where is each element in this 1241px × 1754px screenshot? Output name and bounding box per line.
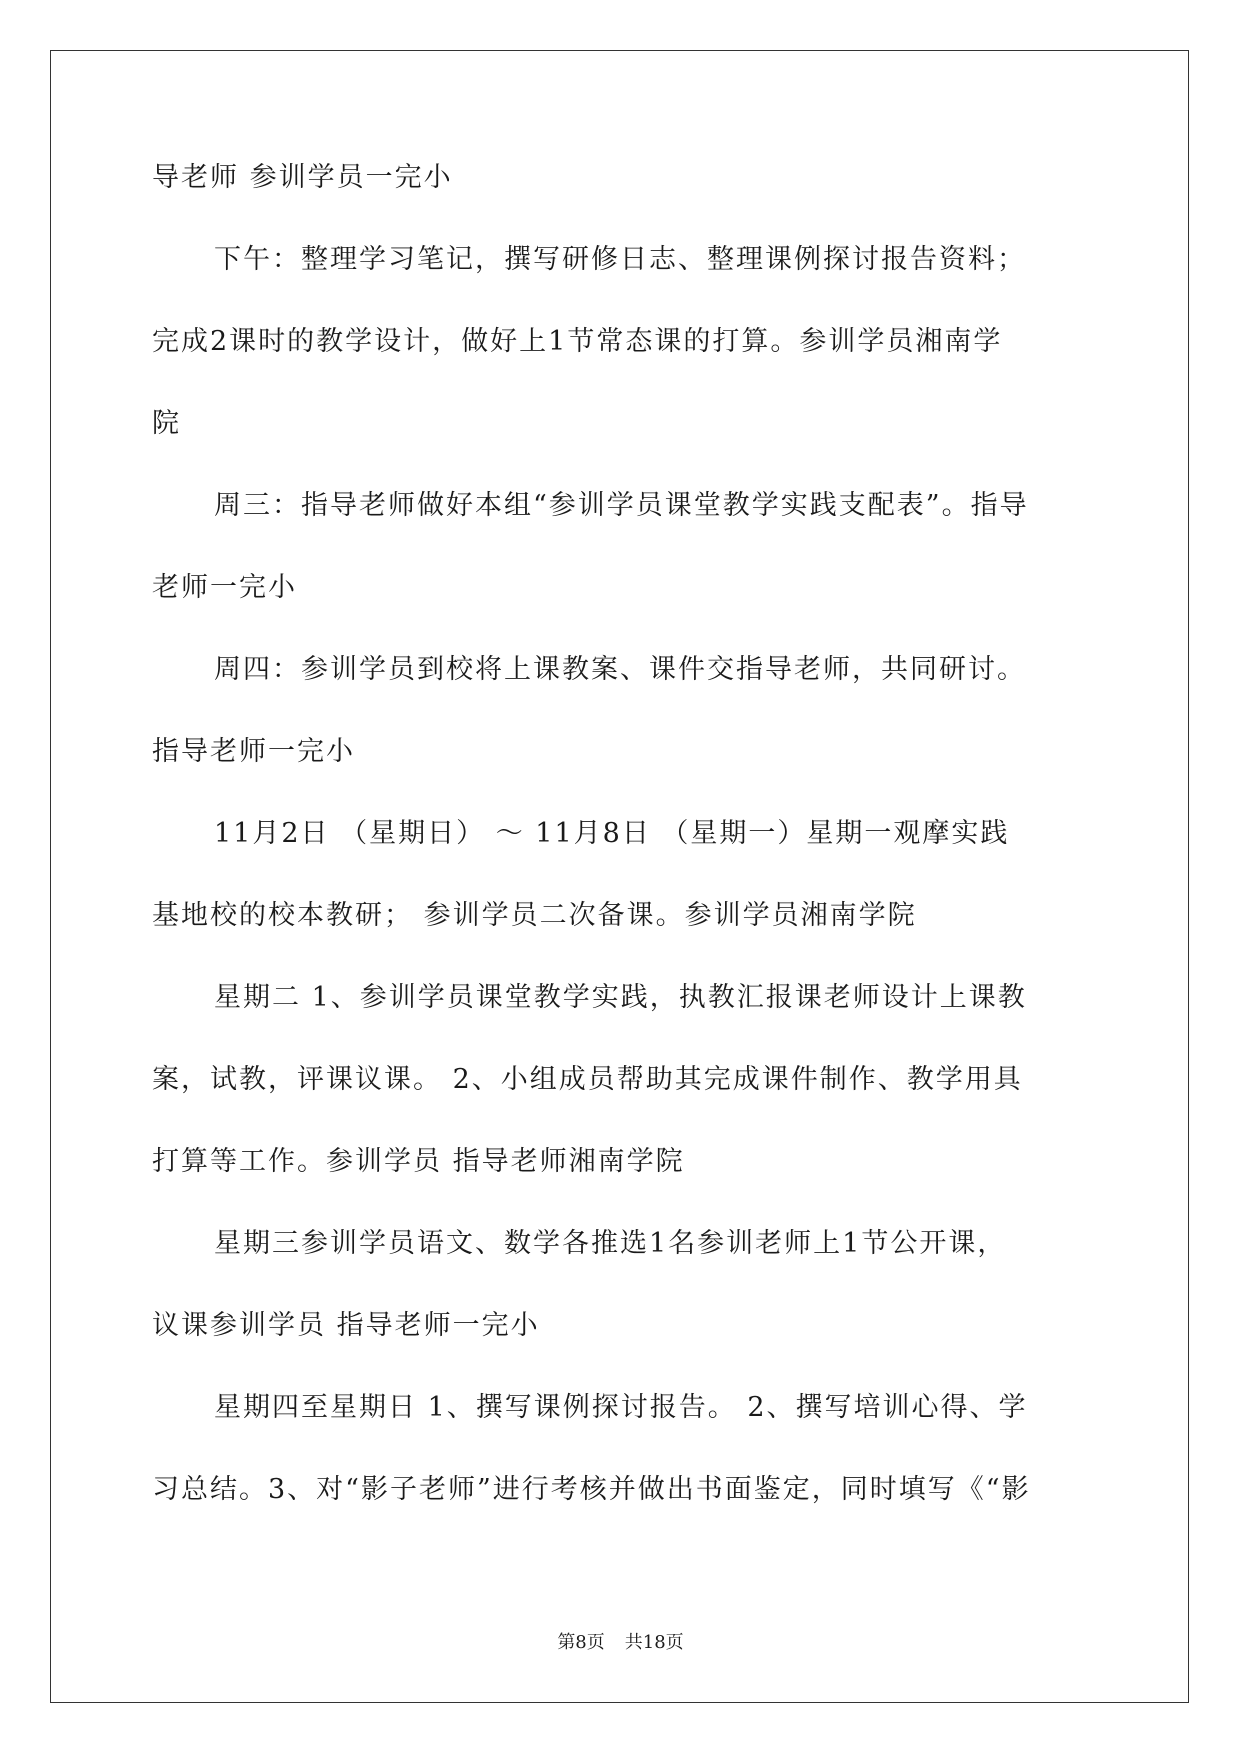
text-line: 打算等工作。参训学员 指导老师湘南学院 [152,1146,685,1177]
text-line: 院 [152,408,181,439]
page-footer [0,1628,1241,1654]
text-line: 导老师 参训学员一完小 [152,162,453,193]
text-line: 完成2课时的教学设计，做好上1节常态课的打算。参训学员湘南学 [152,326,1003,357]
text-line: 基地校的校本教研； 参训学员二次备课。参训学员湘南学院 [152,900,917,931]
document-body [152,160,1087,1554]
text-line: 老师一完小 [152,572,297,603]
text-line: 案，试教，评课议课。 2、小组成员帮助其完成课件制作、教学用具 [152,1064,1023,1095]
text-line: 周四：参训学员到校将上课教案、课件交指导老师，共同研讨。 [214,654,1026,685]
text-line: 星期三参训学员语文、数学各推选1名参训老师上1节公开课， [214,1228,1007,1259]
text-line: 议课参训学员 指导老师一完小 [152,1310,540,1341]
text-line: 习总结。3、对“影子老师”进行考核并做出书面鉴定，同时填写《“影 [152,1474,1031,1505]
text-line: 下午：整理学习笔记，撰写研修日志、整理课例探讨报告资料； [214,244,1026,275]
page-number: 第8页 [557,1632,605,1653]
text-line: 星期四至星期日 1、撰写课例探讨报告。 2、撰写培训心得、学 [214,1392,1028,1423]
text-line: 指导老师一完小 [152,736,355,767]
text-line: 星期二 1、参训学员课堂教学实践，执教汇报课老师设计上课教 [214,982,1027,1013]
page-total: 共18页 [624,1632,684,1653]
text-line: 11月2日 （星期日） ～ 11月8日 （星期一）星期一观摩实践 [214,818,1010,849]
text-line: 周三：指导老师做好本组“参训学员课堂教学实践支配表”。指导 [214,490,1029,521]
